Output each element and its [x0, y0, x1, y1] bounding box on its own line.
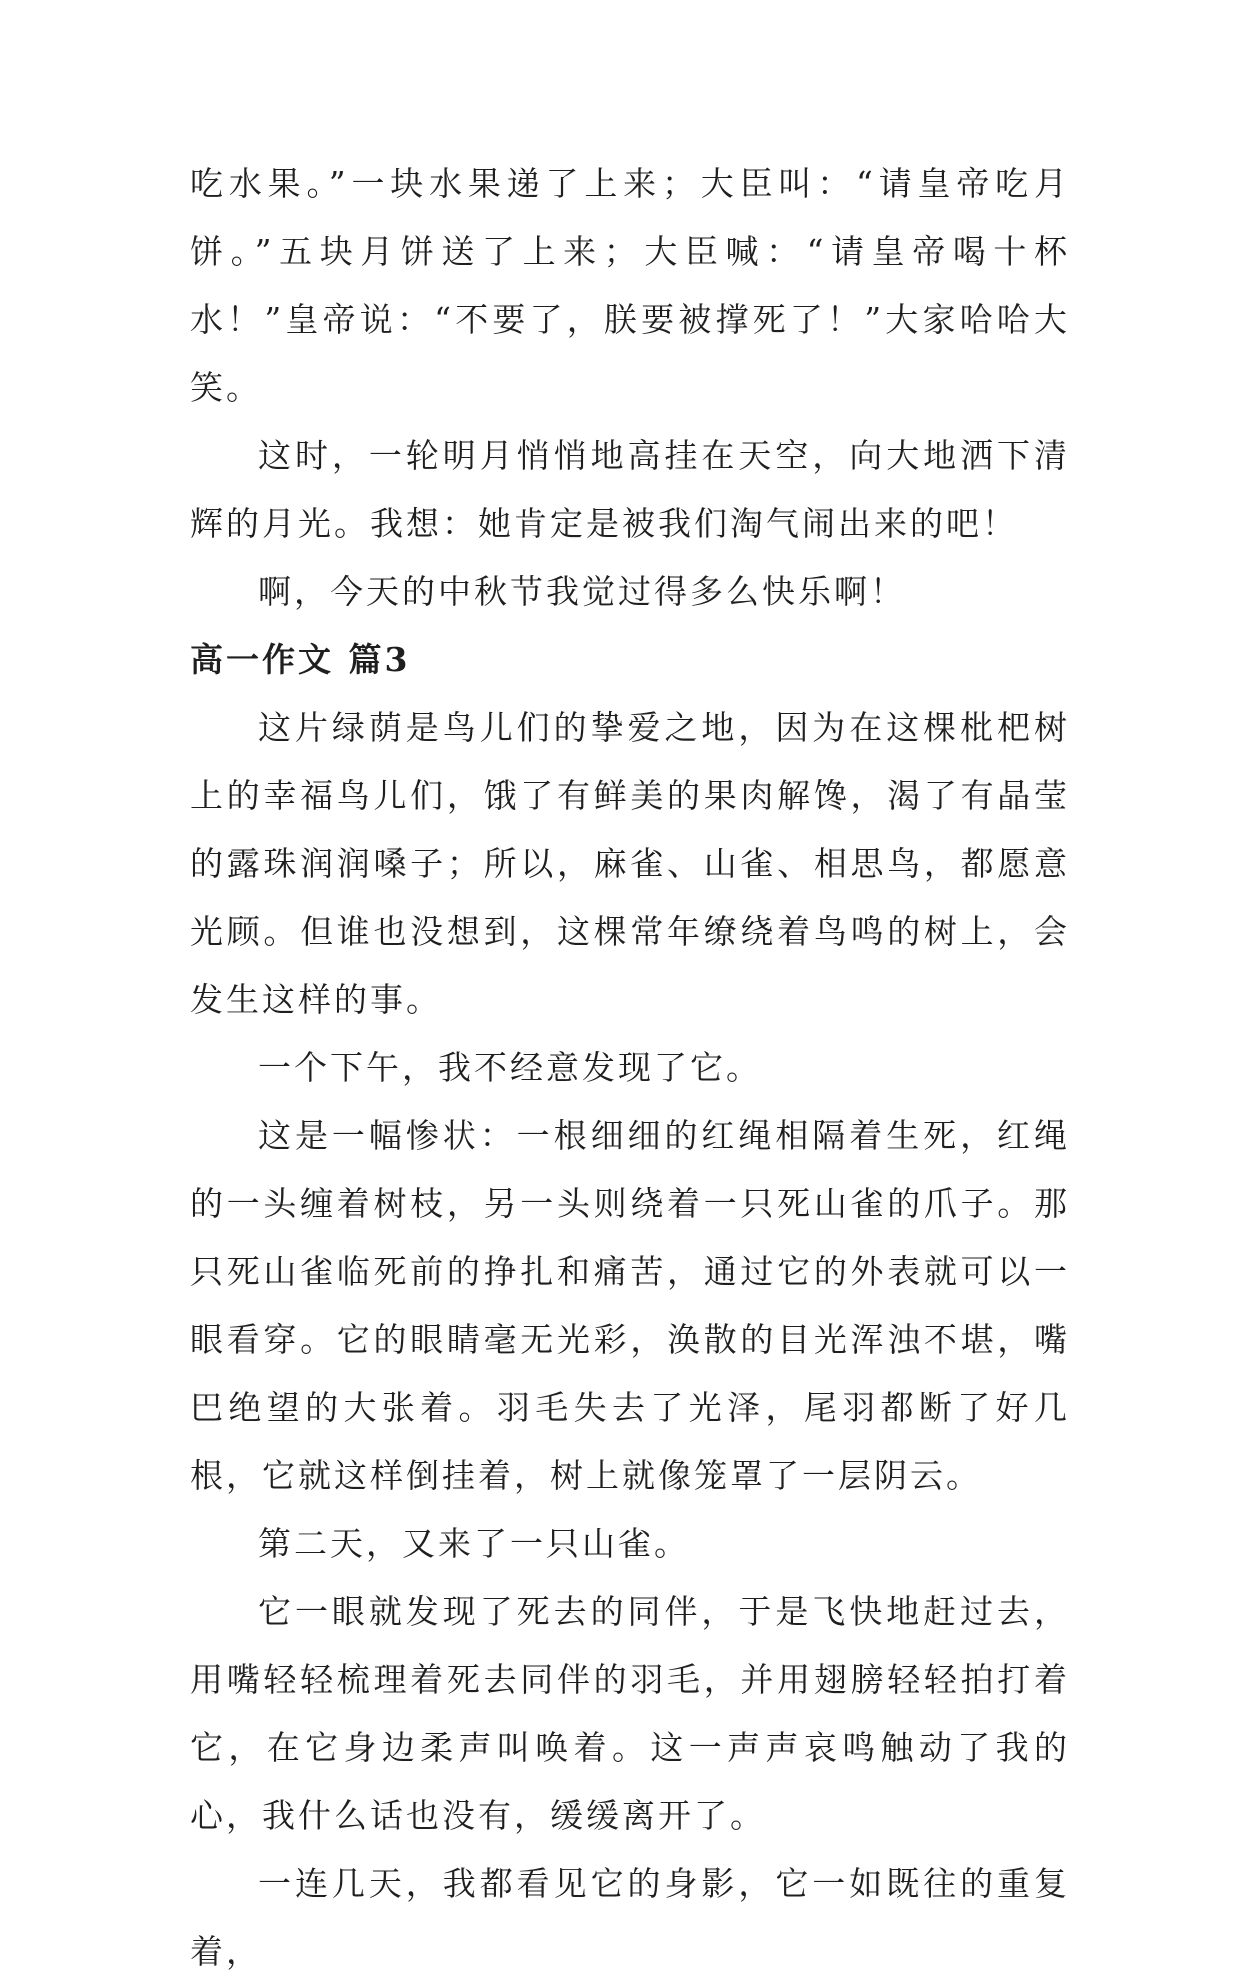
paragraph-green-shade: 这片绿荫是鸟儿们的挚爱之地，因为在这棵枇杷树上的幸福鸟儿们，饿了有鲜美的果肉解馋，渴了有晶莹的露珠润润嗓子；所以，麻雀、山雀、相思鸟，都愿意光顾。但谁也没想到，这棵常年缭绕着鸟鸣的树上，会发生这样的事。	[190, 708, 1070, 1019]
paragraph-moon: 这时，一轮明月悄悄地高挂在天空，向大地洒下清辉的月光。我想：她肯定是被我们淘气闹出来的吧！	[190, 436, 1070, 543]
document-page	[190, 150, 1070, 1986]
paragraph-scene: 这是一幅惨状：一根细细的红绳相隔着生死，红绳的一头缠着树枝，另一头则绕着一只死山雀的爪子。那只死山雀临死前的挣扎和痛苦，通过它的外表就可以一眼看穿。它的眼睛毫无光彩，涣散的目光浑浊不堪，嘴巴绝望的大张着。羽毛失去了光泽，尾羽都断了好几根，它就这样倒挂着，树上就像笼罩了一层阴云。	[190, 1116, 1070, 1495]
paragraph-mid-autumn: 啊，今天的中秋节我觉过得多么快乐啊！	[258, 572, 906, 611]
paragraph-continuation: 吃水果。”一块水果递了上来；大臣叫：“请皇帝吃月饼。”五块月饼送了上来；大臣喊：“请皇帝喝十杯水！”皇帝说：“不要了，朕要被撑死了！”大家哈哈大笑。	[190, 164, 1070, 407]
section-heading: 高一作文 篇3	[190, 640, 411, 679]
paragraph-afternoon: 一个下午，我不经意发现了它。	[258, 1048, 762, 1087]
paragraph-second-day: 第二天，又来了一只山雀。	[258, 1524, 690, 1563]
paragraph-companion: 它一眼就发现了死去的同伴，于是飞快地赶过去，用嘴轻轻梳理着死去同伴的羽毛，并用翅膀轻轻拍打着它，在它身边柔声叫唤着。这一声声哀鸣触动了我的心，我什么话也没有，缓缓离开了。	[190, 1592, 1070, 1835]
paragraph-several-days: 一连几天，我都看见它的身影，它一如既往的重复着，	[190, 1864, 1070, 1971]
